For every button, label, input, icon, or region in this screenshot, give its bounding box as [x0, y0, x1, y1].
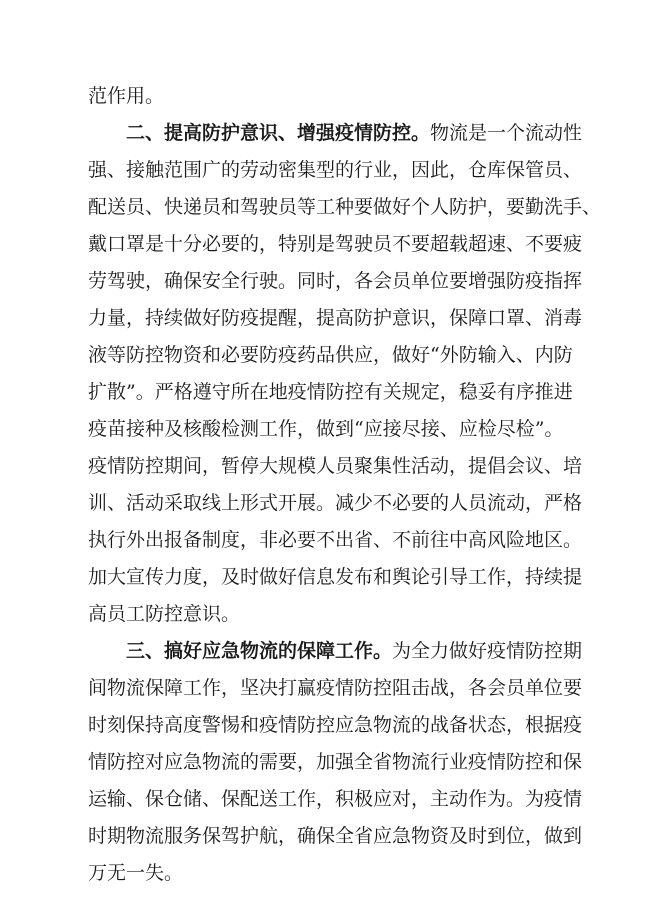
- paragraph-line: 液等防控物资和必要防疫药品供应，做好“外防输入、内防: [88, 344, 573, 366]
- paragraph-line: 戴口罩是十分必要的，特别是驾驶员不要超载超速、不要疲: [88, 233, 583, 255]
- paragraph-line: 劳驾驶，确保安全行驶。同时，各会员单位要增强防疫指挥: [88, 270, 583, 292]
- paragraph-line: 高员工防控意识。: [88, 603, 241, 625]
- section-heading-line: 二、提高防护意识、增强疫情防控。物流是一个流动性: [126, 122, 583, 144]
- paragraph-line: 情防控对应急物流的需要，加强全省物流行业疫情防控和保: [88, 751, 583, 773]
- paragraph-line: 运输、保仓储、保配送工作，积极应对，主动作为。为疫情: [88, 788, 583, 810]
- paragraph-line: 间物流保障工作，坚决打赢疫情防控阻击战，各会员单位要: [88, 677, 583, 699]
- paragraph-line: 扩散”。严格遵守所在地疫情防控有关规定，稳妥有序推进: [88, 381, 573, 403]
- paragraph-line: 疫苗接种及核酸检测工作，做到“应接尽接、应检尽检”。: [88, 418, 564, 440]
- section-heading: 二、提高防护意识、增强疫情防控。: [126, 122, 431, 144]
- paragraph-line: 训、活动采取线上形式开展。减少不必要的人员流动，严格: [88, 492, 583, 514]
- paragraph-line: 万无一失。: [88, 862, 184, 884]
- paragraph-line: 强、接触范围广的劳动密集型的行业，因此，仓库保管员、: [88, 159, 583, 181]
- section-heading-line: 三、搞好应急物流的保障工作。为全力做好疫情防控期: [126, 640, 583, 662]
- paragraph-line: 范作用。: [88, 85, 165, 107]
- paragraph-line: 加大宣传力度，及时做好信息发布和舆论引导工作，持续提: [88, 566, 583, 588]
- paragraph-line: 疫情防控期间，暂停大规模人员聚集性活动，提倡会议、培: [88, 455, 583, 477]
- paragraph-line: 执行外出报备制度，非必要不出省、不前往中高风险地区。: [88, 529, 583, 551]
- paragraph-line: 时期物流服务保驾护航，确保全省应急物资及时到位，做到: [88, 825, 583, 847]
- section-heading: 三、搞好应急物流的保障工作。: [126, 640, 393, 662]
- paragraph-line: 时刻保持高度警惕和疫情防控应急物流的战备状态，根据疫: [88, 714, 583, 736]
- paragraph-line: 配送员、快递员和驾驶员等工种要做好个人防护，要勤洗手、: [88, 196, 602, 218]
- paragraph-line: 力量，持续做好防疫提醒，提高防护意识，保障口罩、消毒: [88, 307, 583, 329]
